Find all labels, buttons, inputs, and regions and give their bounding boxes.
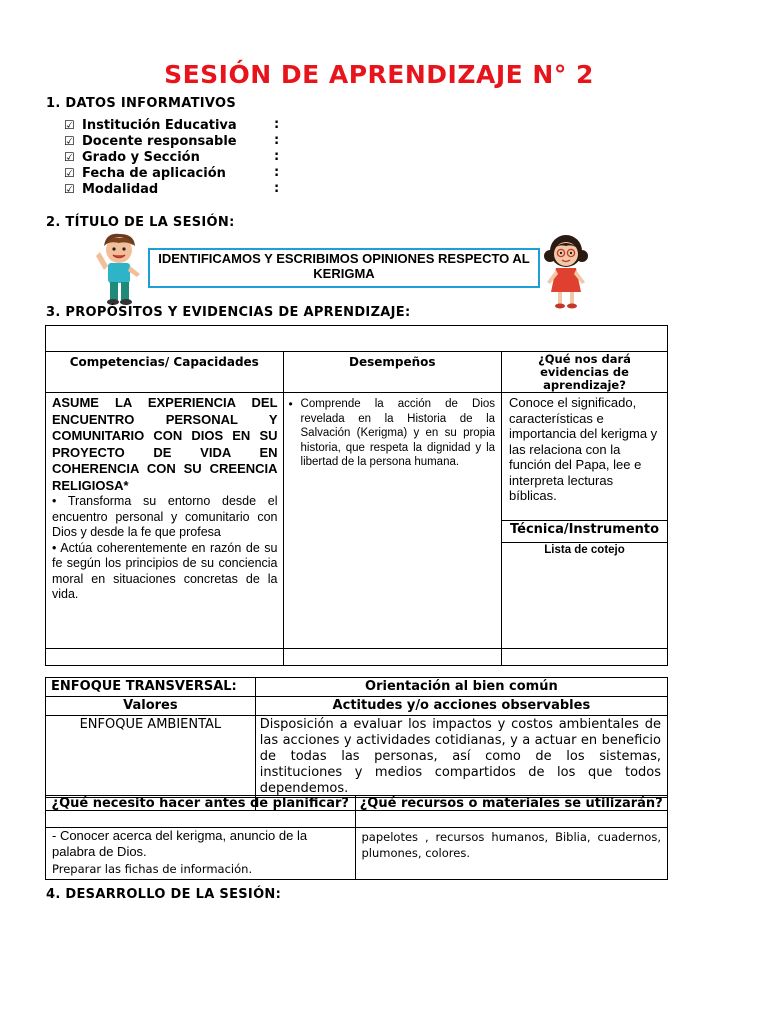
recursos-header: ¿Qué recursos o materiales se utilizarán? <box>355 796 668 828</box>
list-item <box>64 165 280 181</box>
item-label: Docente responsable <box>82 134 237 149</box>
session-title-box <box>148 248 540 288</box>
instrumento-cell: Lista de cotejo <box>502 543 668 649</box>
desempenos-cell <box>283 393 502 649</box>
table-blank-header-row <box>46 326 668 352</box>
section-2-heading: 2. TÍTULO DE LA SESIÓN: <box>46 215 235 230</box>
propositos-table <box>45 325 668 666</box>
planificar-table <box>45 795 668 880</box>
boy-illustration <box>94 230 144 306</box>
enfoque-table <box>45 677 668 811</box>
list-item <box>64 181 280 197</box>
planificar-cell <box>46 828 356 880</box>
item-colon: : <box>274 149 280 164</box>
checkbox-icon: ☑ <box>64 134 75 148</box>
session-title-line-1: IDENTIFICAMOS Y ESCRIBIMOS OPINIONES RESPECTO AL <box>158 251 530 266</box>
list-item <box>64 133 280 149</box>
planificar-item-2: Preparar las fichas de información. <box>52 862 253 876</box>
planificar-item-1: - Conocer acerca del kerigma, anuncio de la palabra de Dios. <box>52 828 308 859</box>
item-colon: : <box>274 117 280 132</box>
list-item <box>64 117 280 133</box>
checkbox-icon: ☑ <box>64 166 75 180</box>
competencias-header: Competencias/ Capacidades <box>46 352 284 393</box>
valores-header: Valores <box>46 697 256 716</box>
item-colon: : <box>274 165 280 180</box>
competencia-title: ASUME LA EXPERIENCIA DEL ENCUENTRO PERSONAL Y COMUNITARIO CON DIOS EN SU PROYECTO DE VIDA EN COHERENCIA CON SU CREENCIA RELIGIOSA* <box>52 395 278 493</box>
actitudes-header: Actitudes y/o acciones observables <box>255 697 667 716</box>
girl-illustration <box>541 232 591 310</box>
checkbox-icon: ☑ <box>64 118 75 132</box>
session-title-line-2: KERIGMA <box>313 266 375 281</box>
item-label: Institución Educativa <box>82 118 237 133</box>
item-colon: : <box>274 133 280 148</box>
actitud-cell: Disposición a evaluar los impactos y costos ambientales de las acciones y actividades cotidianas, y a actuar en beneficio de todas las personas, así como de los sistemas, instituciones y medios compartidos de los que todos dependemos. <box>255 716 667 798</box>
item-colon: : <box>274 181 280 196</box>
table-blank-footer-cell <box>502 649 668 666</box>
list-item <box>64 149 280 165</box>
capacidad-2: • Actúa coherentemente en razón de su fe según los principios de su conciencia moral en situaciones concretas de la vida. <box>52 540 278 601</box>
section-1-heading: 1. DATOS INFORMATIVOS <box>46 96 237 111</box>
item-label: Fecha de aplicación <box>82 166 226 181</box>
enfoque-label: ENFOQUE TRANSVERSAL: <box>46 678 256 697</box>
valor-cell: ENFOQUE AMBIENTAL <box>46 716 256 798</box>
page-title: SESIÓN DE APRENDIZAJE N° 2 <box>164 60 594 89</box>
bullet-icon: • <box>288 397 293 411</box>
evidencias-header: ¿Qué nos dará evidencias de aprendizaje? <box>502 352 668 393</box>
competencias-cell <box>46 393 284 649</box>
section-4-heading: 4. DESARROLLO DE LA SESIÓN: <box>46 887 282 902</box>
table-blank-footer-cell <box>283 649 502 666</box>
table-blank-footer-cell <box>46 649 284 666</box>
desempenos-header: Desempeños <box>283 352 502 393</box>
checkbox-icon: ☑ <box>64 182 75 196</box>
desempeno-text: Comprende la acción de Dios revelada en la Historia de la Salvación (Kerigma) y en su propia historia, que respeta la dignidad y la libertad de la persona humana. <box>300 398 496 468</box>
tecnica-header: Técnica/Instrumento <box>502 521 668 543</box>
item-label: Grado y Sección <box>82 150 200 165</box>
recursos-cell: papelotes , recursos humanos, Biblia, cuadernos, plumones, colores. <box>355 828 668 880</box>
checkbox-icon: ☑ <box>64 150 75 164</box>
capacidad-1: • Transforma su entorno desde el encuentro personal y comunitario con Dios y desde la fe que profesa <box>52 494 278 539</box>
planificar-header: ¿Qué necesito hacer antes de planificar? <box>46 796 356 828</box>
datos-informativos-list <box>64 117 280 197</box>
section-3-heading: 3. PROPÓSITOS Y EVIDENCIAS DE APRENDIZAJE: <box>46 305 411 320</box>
item-label: Modalidad <box>82 182 159 197</box>
evidencia-cell: Conoce el significado, características e importancia del kerigma y las relaciona con la función del Papa, lee e interpreta lecturas bíblicas. <box>502 393 668 521</box>
enfoque-value: Orientación al bien común <box>255 678 667 697</box>
